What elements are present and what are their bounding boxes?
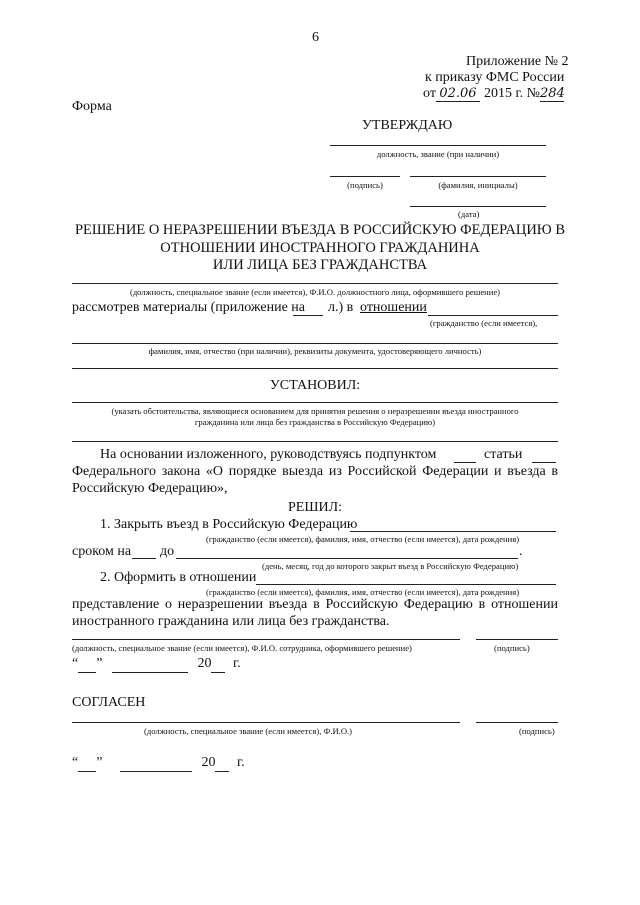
employee-line <box>72 639 460 640</box>
basis-text-2: Федерального закона «О порядке выезда из Российской Федерации и въезда в <box>72 464 558 479</box>
agreed-signature-caption: (подпись) <box>519 726 555 736</box>
circumstances-line <box>72 402 558 403</box>
person-line-2 <box>72 368 558 369</box>
item2-text-2: иностранного гражданина или лица без гражданства. <box>72 614 390 629</box>
quote-open: “ <box>72 656 79 671</box>
year-suffix: г. <box>232 656 241 671</box>
agreed-year-blank <box>215 755 229 772</box>
item1-line <box>350 531 556 532</box>
subpoint-line <box>454 462 476 463</box>
date-suffix: 2015 г. № <box>483 86 540 101</box>
approve-signature-line <box>330 176 400 177</box>
approve-name-caption: (фамилия, инициалы) <box>438 180 518 190</box>
citizenship-caption: (гражданство (если имеется), <box>430 318 538 328</box>
item2-caption: (гражданство (если имеется), фамилия, имя, отчество (если имеется), дата рождения) <box>206 587 520 597</box>
agreed-month-blank <box>120 755 192 772</box>
circumstances-line-2 <box>72 441 558 442</box>
agreed-year-suffix: г. <box>236 755 245 770</box>
appendix-order: к приказу ФМС России <box>425 70 565 85</box>
term-date-line <box>176 558 518 559</box>
item2-text-1: представление о неразрешении въезда в Российскую Федерацию в отношении <box>72 597 558 612</box>
approve-position-caption: должность, звание (при наличии) <box>376 149 500 159</box>
approve-date-line <box>410 206 546 207</box>
year-blank <box>211 656 225 673</box>
appendix-date <box>423 84 564 102</box>
circumstances-caption-1: (указать обстоятельства, являющиеся основанием для принятия решения о неразрешении въезда иностранного <box>111 406 519 416</box>
pages-count-line <box>293 315 323 316</box>
approve-date-caption: (дата) <box>458 209 480 219</box>
agreed-year-prefix: 20 <box>201 755 216 770</box>
basis-text-a: На основании изложенного, руководствуясь подпунктом <box>100 447 437 462</box>
term-text-b: до <box>160 544 175 559</box>
person-caption: фамилия, имя, отчество (при наличии), реквизиты документа, удостоверяющего личность) <box>148 346 482 356</box>
decided-title: РЕШИЛ: <box>288 500 342 515</box>
circumstances-caption-2: гражданина или лица без гражданства в Российскую Федерацию) <box>194 417 436 427</box>
person-line <box>72 343 558 344</box>
form-label: Форма <box>72 99 112 114</box>
day-blank <box>78 656 96 673</box>
agreed-date <box>72 755 245 772</box>
employee-caption: (должность, специальное звание (если имеется), Ф.И.О. сотрудника, оформившего решение) <box>72 643 412 653</box>
considered-text-a: рассмотрев материалы (приложение на <box>72 300 305 315</box>
year-prefix: 20 <box>197 656 212 671</box>
term-dot: . <box>519 544 523 559</box>
agreed-quote-open: “ <box>72 755 79 770</box>
approve-position-line <box>330 145 546 146</box>
basis-text-3: Российскую Федерацию», <box>72 481 228 496</box>
date-handwritten: 02.06 <box>436 86 480 102</box>
considered-text-b: л.) в <box>328 300 354 315</box>
page-number: 6 <box>312 30 319 45</box>
quote-close: ” <box>96 656 103 671</box>
decided-item2: 2. Оформить в отношении <box>100 570 257 585</box>
doc-title-line2: ОТНОШЕНИИ ИНОСТРАННОГО ГРАЖДАНИНА <box>160 240 480 256</box>
official-line <box>72 283 558 284</box>
number-handwritten: 284 <box>539 86 565 101</box>
appendix-title: Приложение № 2 <box>466 54 569 69</box>
article-line <box>532 462 556 463</box>
official-caption: (должность, специальное звание (если имеется), Ф.И.О. должностного лица, оформившего решение) <box>129 287 501 297</box>
approve-title: УТВЕРЖДАЮ <box>362 118 453 133</box>
term-text-a: сроком на <box>72 544 132 559</box>
approve-signature-caption: (подпись) <box>347 180 383 190</box>
agreed-day-blank <box>78 755 96 772</box>
term-caption: (день, месяц, год до которого закрыт въезд в Российскую Федерацию) <box>262 561 519 571</box>
agreed-official-caption: (должность, специальное звание (если имеется), Ф.И.О.) <box>144 726 353 736</box>
date-prefix: от <box>423 86 436 101</box>
agreed-official-line <box>72 722 460 723</box>
item2-line <box>256 584 556 585</box>
employee-signature-caption: (подпись) <box>494 643 530 653</box>
month-blank <box>112 656 188 673</box>
in-respect-text: отношении <box>360 300 427 315</box>
employee-signature-line <box>476 639 558 640</box>
agreed-signature-line <box>476 722 558 723</box>
term-duration-line <box>132 558 156 559</box>
agreed-quote-close: ” <box>96 755 103 770</box>
doc-title-line1: РЕШЕНИЕ О НЕРАЗРЕШЕНИИ ВЪЕЗДА В РОССИЙСКУЮ ФЕДЕРАЦИЮ В <box>74 222 566 238</box>
basis-text-b: статьи <box>484 447 523 462</box>
citizenship-line <box>428 315 558 316</box>
approve-name-line <box>410 176 546 177</box>
agreed-title: СОГЛАСЕН <box>72 695 146 710</box>
decided-item1: 1. Закрыть въезд в Российскую Федерацию <box>100 517 358 532</box>
decision-date <box>72 656 241 673</box>
item1-caption: (гражданство (если имеется), фамилия, имя, отчество (если имеется), дата рождения) <box>206 534 520 544</box>
established-title: УСТАНОВИЛ: <box>269 378 361 393</box>
doc-title-line3: ИЛИ ЛИЦА БЕЗ ГРАЖДАНСТВА <box>212 257 428 273</box>
